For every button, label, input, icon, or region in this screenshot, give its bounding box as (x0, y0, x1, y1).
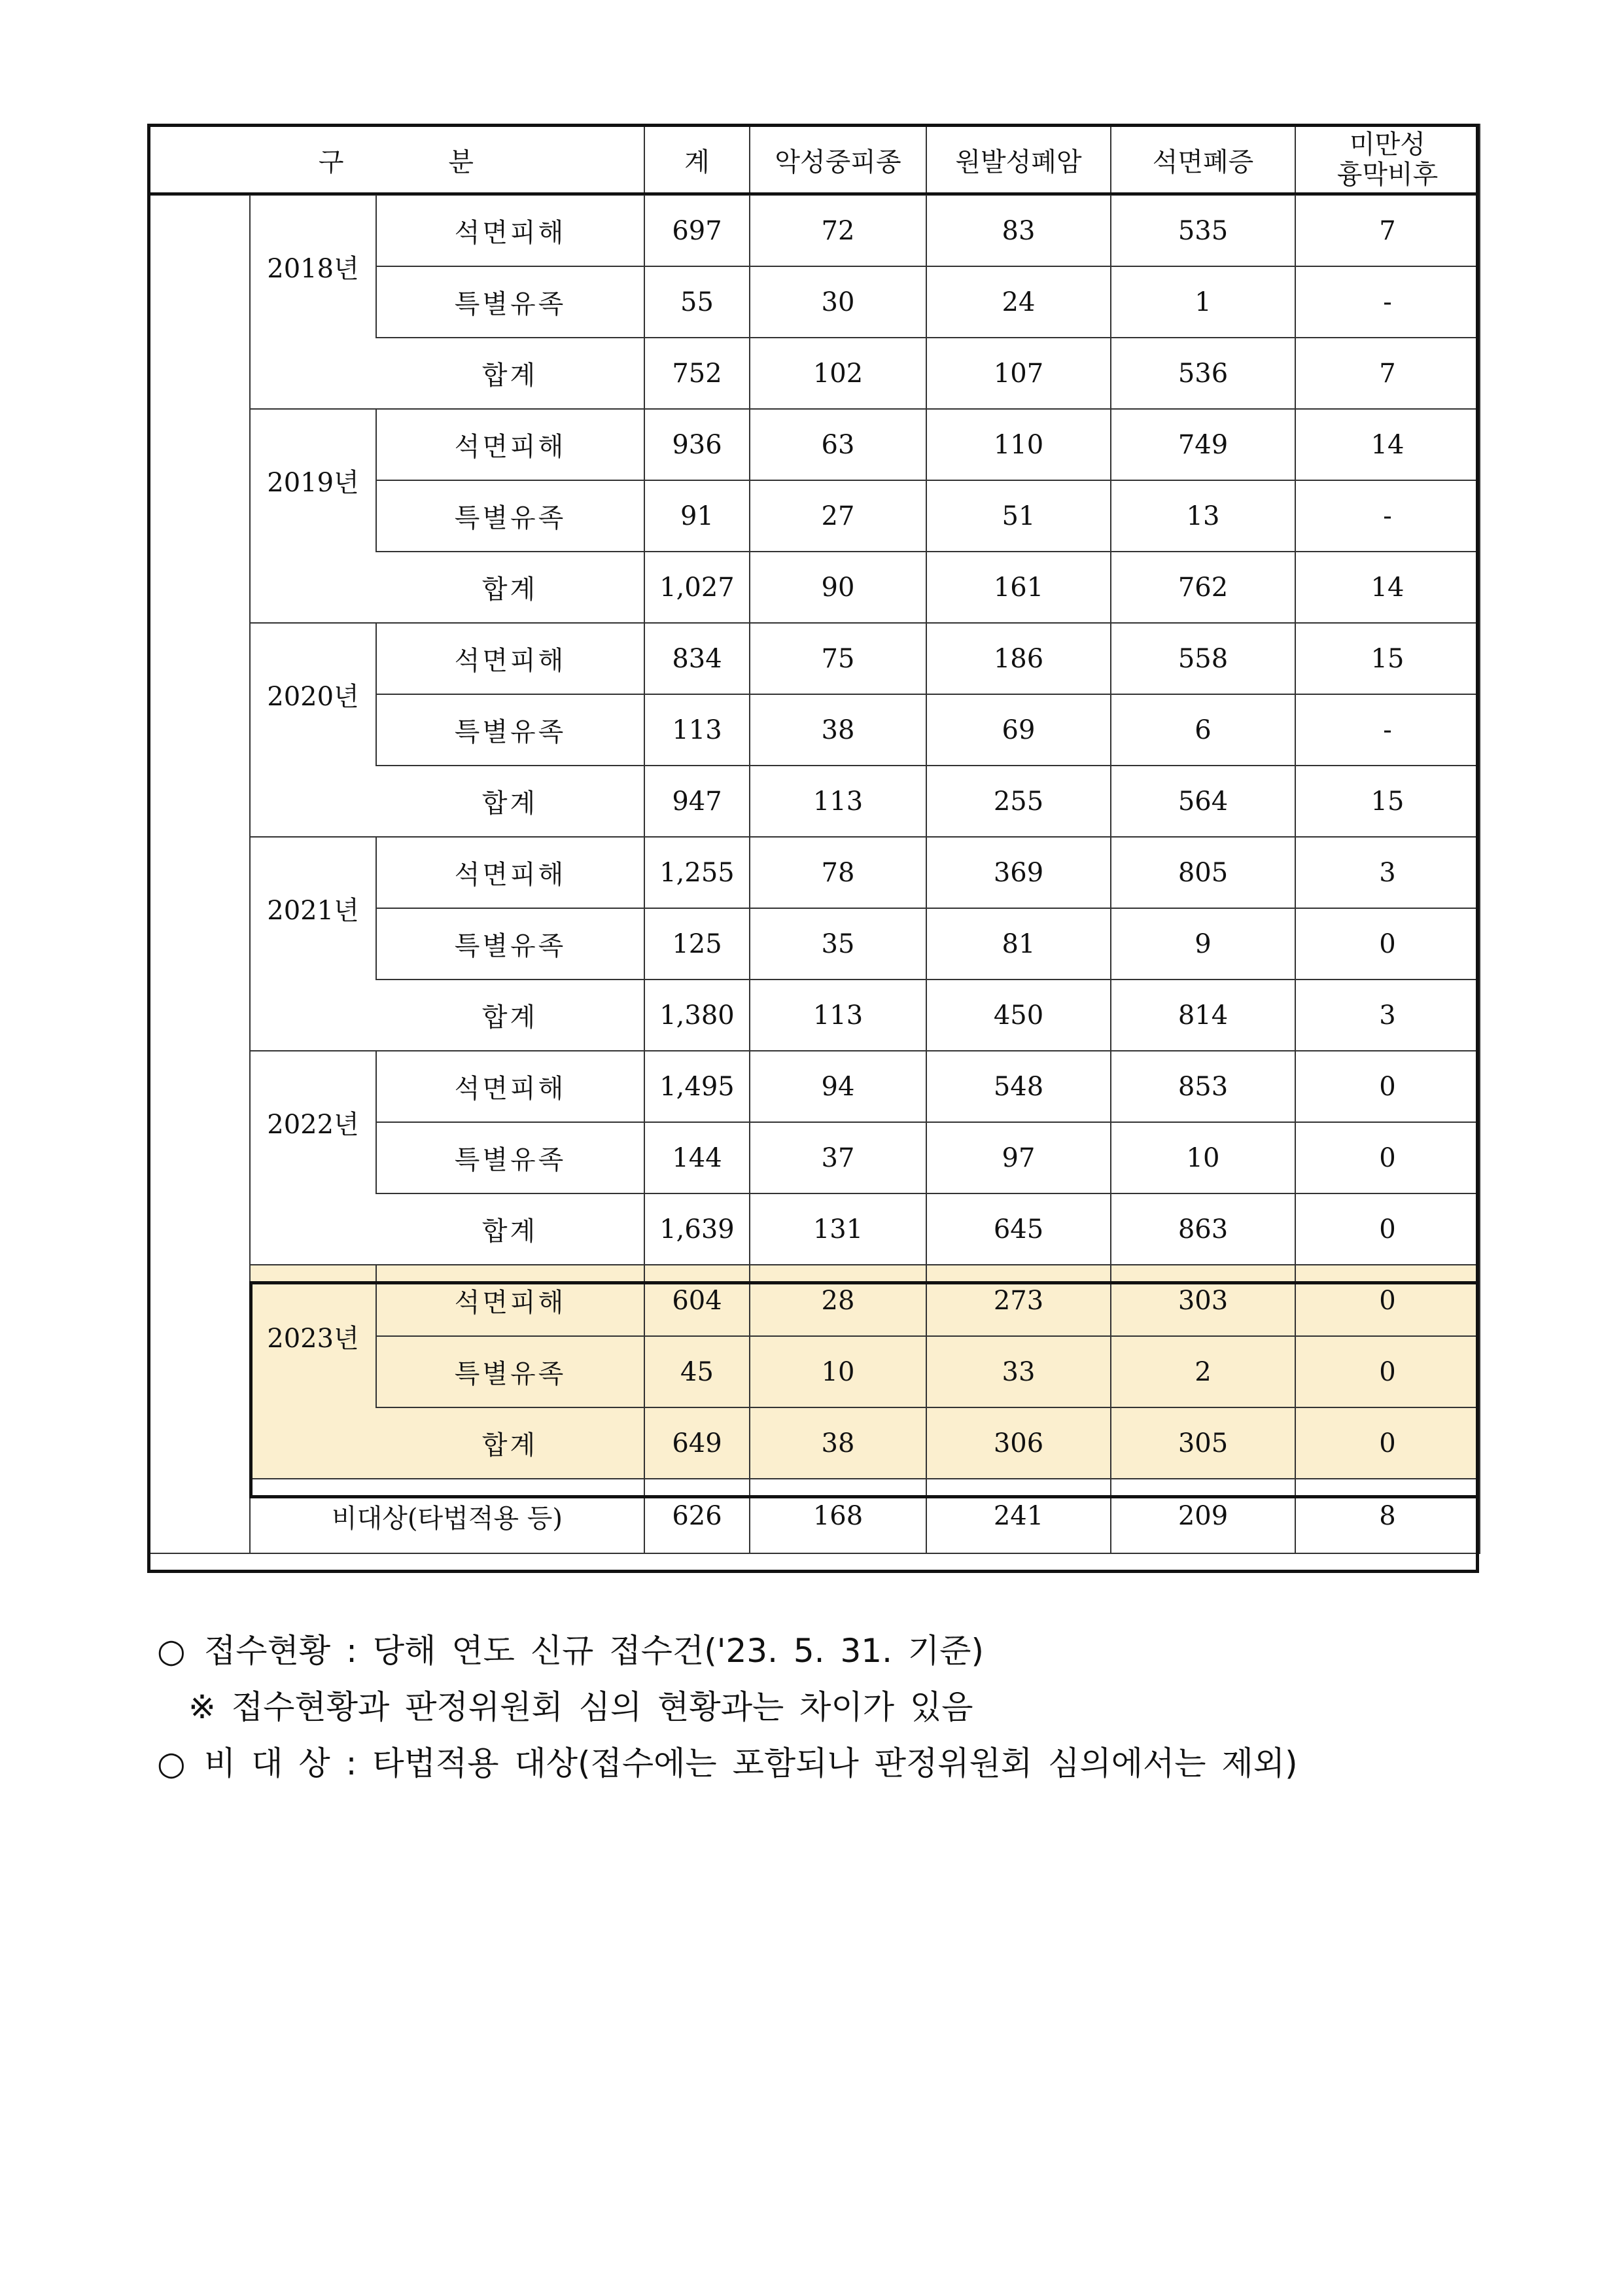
row-label: 특별유족 (376, 480, 644, 552)
header-category (148, 124, 644, 195)
header-pleural-thickening-line2: 흉막비후 (1336, 160, 1439, 190)
cell-total: 45 (644, 1336, 750, 1407)
cell-mesothelioma: 63 (750, 409, 926, 480)
cell-lung-cancer: 186 (926, 623, 1111, 694)
cell-pleural-thickening: - (1295, 694, 1480, 766)
notes-section (157, 1623, 1298, 1792)
row-label: 합계 (376, 980, 644, 1051)
table-row (148, 766, 1480, 837)
cell-total: 626 (644, 1479, 750, 1553)
cell-lung-cancer: 51 (926, 480, 1111, 552)
cell-asbestosis: 10 (1111, 1122, 1295, 1193)
year-cell-continuation (250, 766, 376, 837)
cell-total: 1,495 (644, 1051, 750, 1122)
cell-total: 1,255 (644, 837, 750, 908)
circle-bullet-icon: ○ (157, 1744, 186, 1782)
header-pleural-thickening-line1: 미만성 (1350, 130, 1425, 160)
cell-lung-cancer: 24 (926, 266, 1111, 338)
cell-asbestosis: 1 (1111, 266, 1295, 338)
cell-asbestosis: 762 (1111, 552, 1295, 623)
cell-pleural-thickening: 7 (1295, 338, 1480, 409)
row-label: 특별유족 (376, 1122, 644, 1193)
cell-pleural-thickening: 0 (1295, 908, 1480, 980)
header-lung-cancer: 원발성폐암 (926, 124, 1111, 195)
cell-mesothelioma: 113 (750, 766, 926, 837)
row-label: 합계 (376, 1193, 644, 1265)
row-label: 석면피해 (376, 623, 644, 694)
cell-pleural-thickening: 15 (1295, 623, 1480, 694)
cell-mesothelioma: 27 (750, 480, 926, 552)
cell-lung-cancer: 450 (926, 980, 1111, 1051)
table-row (148, 980, 1480, 1051)
cell-lung-cancer: 241 (926, 1479, 1111, 1553)
cell-total: 1,380 (644, 980, 750, 1051)
cell-mesothelioma: 168 (750, 1479, 926, 1553)
year-cell: 2018년 (250, 195, 376, 338)
row-label: 합계 (376, 766, 644, 837)
table-row (148, 552, 1480, 623)
note-non-target-text: 비 대 상 : 타법적용 대상(접수에는 포함되나 판정위원회 심의에서는 제외) (204, 1744, 1298, 1782)
circle-bullet-icon: ○ (157, 1632, 186, 1670)
cell-asbestosis: 863 (1111, 1193, 1295, 1265)
table-row (148, 338, 1480, 409)
cell-total: 947 (644, 766, 750, 837)
cell-lung-cancer: 69 (926, 694, 1111, 766)
table-row (148, 1193, 1480, 1265)
cell-lung-cancer: 645 (926, 1193, 1111, 1265)
row-label: 특별유족 (376, 266, 644, 338)
row-label: 석면피해 (376, 1265, 644, 1336)
cell-asbestosis: 6 (1111, 694, 1295, 766)
cell-pleural-thickening: 3 (1295, 837, 1480, 908)
cell-asbestosis: 2 (1111, 1336, 1295, 1407)
note-receipt-status-text: 접수현황 : 당해 연도 신규 접수건('23. 5. 31. 기준) (204, 1632, 984, 1670)
cell-pleural-thickening: - (1295, 266, 1480, 338)
cell-mesothelioma: 38 (750, 694, 926, 766)
cell-asbestosis: 558 (1111, 623, 1295, 694)
cell-lung-cancer: 33 (926, 1336, 1111, 1407)
cell-mesothelioma: 78 (750, 837, 926, 908)
cell-asbestosis: 564 (1111, 766, 1295, 837)
cell-asbestosis: 805 (1111, 837, 1295, 908)
cell-asbestosis: 535 (1111, 195, 1295, 266)
year-cell: 2020년 (250, 623, 376, 766)
cell-pleural-thickening: 0 (1295, 1193, 1480, 1265)
table-row (148, 409, 1480, 480)
cell-mesothelioma: 94 (750, 1051, 926, 1122)
cell-asbestosis: 9 (1111, 908, 1295, 980)
header-category-bun: 분 (448, 147, 474, 177)
cell-mesothelioma: 113 (750, 980, 926, 1051)
table-row-non-target (148, 1479, 1480, 1553)
header-total: 계 (644, 124, 750, 195)
cell-total: 55 (644, 266, 750, 338)
cell-lung-cancer: 97 (926, 1122, 1111, 1193)
cell-mesothelioma: 102 (750, 338, 926, 409)
row-label: 특별유족 (376, 908, 644, 980)
cell-lung-cancer: 161 (926, 552, 1111, 623)
cell-lung-cancer: 306 (926, 1407, 1111, 1479)
row-label: 석면피해 (376, 1051, 644, 1122)
table-row (148, 837, 1480, 908)
cell-pleural-thickening: 7 (1295, 195, 1480, 266)
year-cell: 2019년 (250, 409, 376, 552)
table-row (148, 623, 1480, 694)
cell-mesothelioma: 72 (750, 195, 926, 266)
cell-pleural-thickening: 15 (1295, 766, 1480, 837)
note-reference (157, 1679, 1298, 1735)
note-reference-text: 접수현황과 판정위원회 심의 현황과는 차이가 있음 (231, 1688, 973, 1726)
row-label: 석면피해 (376, 837, 644, 908)
row-label: 석면피해 (376, 195, 644, 266)
row-label: 석면피해 (376, 409, 644, 480)
cell-pleural-thickening: 0 (1295, 1265, 1480, 1336)
cell-total: 91 (644, 480, 750, 552)
cell-pleural-thickening: 0 (1295, 1122, 1480, 1193)
cell-mesothelioma: 131 (750, 1193, 926, 1265)
header-category-gu: 구 (318, 147, 344, 177)
header-mesothelioma: 악성중피종 (750, 124, 926, 195)
cell-total: 752 (644, 338, 750, 409)
non-target-label: 비대상(타법적용 등) (250, 1479, 644, 1553)
cell-pleural-thickening: 0 (1295, 1336, 1480, 1407)
cell-pleural-thickening: 14 (1295, 552, 1480, 623)
cell-mesothelioma: 28 (750, 1265, 926, 1336)
asbestos-status-table (147, 124, 1480, 1554)
table-row (148, 1407, 1480, 1479)
cell-total: 1,027 (644, 552, 750, 623)
cell-mesothelioma: 30 (750, 266, 926, 338)
cell-asbestosis: 749 (1111, 409, 1295, 480)
note-receipt-status (157, 1623, 1298, 1679)
cell-asbestosis: 853 (1111, 1051, 1295, 1122)
cell-lung-cancer: 369 (926, 837, 1111, 908)
cell-total: 697 (644, 195, 750, 266)
blank-margin-cell (148, 195, 250, 1553)
header-pleural-thickening (1295, 124, 1480, 195)
row-label: 합계 (376, 1407, 644, 1479)
cell-mesothelioma: 90 (750, 552, 926, 623)
cell-asbestosis: 209 (1111, 1479, 1295, 1553)
year-cell: 2022년 (250, 1051, 376, 1193)
cell-mesothelioma: 35 (750, 908, 926, 980)
row-label: 합계 (376, 338, 644, 409)
year-cell-continuation (250, 338, 376, 409)
year-cell-continuation (250, 552, 376, 623)
table-row (148, 1265, 1480, 1336)
year-cell: 2021년 (250, 837, 376, 980)
row-label: 특별유족 (376, 694, 644, 766)
cell-lung-cancer: 81 (926, 908, 1111, 980)
cell-lung-cancer: 273 (926, 1265, 1111, 1336)
row-label: 특별유족 (376, 1336, 644, 1407)
cell-pleural-thickening: 14 (1295, 409, 1480, 480)
cell-asbestosis: 303 (1111, 1265, 1295, 1336)
cell-total: 834 (644, 623, 750, 694)
cell-total: 649 (644, 1407, 750, 1479)
year-cell-continuation (250, 980, 376, 1051)
cell-mesothelioma: 75 (750, 623, 926, 694)
cell-pleural-thickening: 0 (1295, 1051, 1480, 1122)
cell-total: 936 (644, 409, 750, 480)
table-header-row (148, 124, 1480, 195)
cell-asbestosis: 305 (1111, 1407, 1295, 1479)
table-row (148, 1051, 1480, 1122)
cell-asbestosis: 13 (1111, 480, 1295, 552)
cell-pleural-thickening: - (1295, 480, 1480, 552)
cell-total: 1,639 (644, 1193, 750, 1265)
reference-mark-icon: ※ (188, 1688, 216, 1726)
cell-asbestosis: 814 (1111, 980, 1295, 1051)
cell-lung-cancer: 255 (926, 766, 1111, 837)
year-cell: 2023년 (250, 1265, 376, 1407)
cell-pleural-thickening: 8 (1295, 1479, 1480, 1553)
row-label: 합계 (376, 552, 644, 623)
year-cell-continuation (250, 1407, 376, 1479)
cell-pleural-thickening: 0 (1295, 1407, 1480, 1479)
cell-total: 604 (644, 1265, 750, 1336)
note-non-target (157, 1735, 1298, 1792)
cell-lung-cancer: 110 (926, 409, 1111, 480)
cell-pleural-thickening: 3 (1295, 980, 1480, 1051)
cell-asbestosis: 536 (1111, 338, 1295, 409)
year-cell-continuation (250, 1193, 376, 1265)
cell-mesothelioma: 37 (750, 1122, 926, 1193)
cell-total: 113 (644, 694, 750, 766)
cell-mesothelioma: 38 (750, 1407, 926, 1479)
table-row (148, 195, 1480, 266)
header-asbestosis: 석면폐증 (1111, 124, 1295, 195)
cell-mesothelioma: 10 (750, 1336, 926, 1407)
cell-total: 125 (644, 908, 750, 980)
cell-lung-cancer: 83 (926, 195, 1111, 266)
cell-lung-cancer: 548 (926, 1051, 1111, 1122)
cell-total: 144 (644, 1122, 750, 1193)
cell-lung-cancer: 107 (926, 338, 1111, 409)
